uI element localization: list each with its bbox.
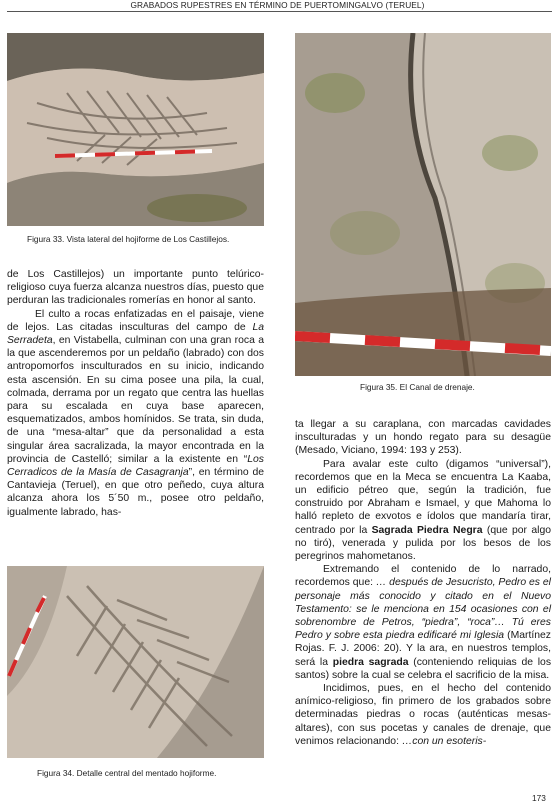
text-run: (que por algo no tiró), venerada y pulida por los besos de los peregrinos mahometanos.: [295, 524, 552, 563]
paragraph: [7, 308, 264, 519]
text-run: (Martínez Rojas. F. J. 2006: 20). Y la ara, en nuestros templos, será la: [295, 630, 551, 668]
text-run: , en Vistabella, culminan con una gran roca a la que ascenderemos por un peldaño (labrado) con dos antropomorfos insculturados en su inicio, indicando esta ascensión. En su cima posee una pila, la cual, colmada, derrama por un regato que centra las huellas para su escalada en cuya base aparecen, esquematizados, ambos homínidos. Se trata, sin duda, de una “mesa-altar” que da personalidad a esta singular área sacralizada, la mayor encontrada en la provincia de Castelló; similar a la existente en “: [7, 335, 264, 465]
running-header: GRABADOS RUPESTRES EN TÉRMINO DE PUERTOMINGALVO (TERUEL): [130, 0, 425, 10]
text-run: (conteniendo reliquias de los santos) sobre la cual se celebra el sacrificio de la misa.: [295, 656, 552, 681]
figure-35-caption: Figura 35. El Canal de drenaje.: [360, 382, 475, 392]
right-column-text: [295, 418, 551, 748]
figure-33-caption: Figura 33. Vista lateral del hojiforme de Los Castillejos.: [27, 234, 230, 244]
text-run: Incidimos, pues, en el hecho del contenido anímico-religioso, fin primero de los grabados sobre determinadas piedras o rocas (auténticas mesas-altares), con sus pocetas y canales de drenaje, que venimos relacionando:: [295, 683, 551, 747]
place-name: La Serradeta: [7, 321, 264, 347]
text-run: Para avalar este culto (digamos “universal”), recordemos que en la Meca se encuentra La Kaaba, un edificio pétreo que, según la tradición, fue construido por Abraham e Ismael, y que Mahoma lo halló repleto de exvotos e ídolos que mandaría tirar, centrado por la: [295, 458, 551, 536]
text-run: El culto a rocas enfatizadas en el paisaje, viene de lejos. Las citadas insculturas del campo de: [7, 308, 264, 333]
text-run: Extremando el contenido de lo narrado, recordemos que:: [295, 564, 551, 589]
text-run: ”, en término de Cantavieja (Teruel), en que otro peñedo, cuya altura alcanza ahora los 5´50 m., posee otro peldaño, igualmente labrado, has-: [7, 467, 265, 518]
header-rule: [7, 11, 552, 12]
figure-34-photo: [7, 566, 264, 758]
quotation: … después de Jesucristo, Pedro es el personaje más conocido y citado en el Nuevo Testamento: se le menciona en 154 ocasiones con el sobrenombre de Petros, “piedra”, “roca”… Tú eres Pedro y sobre esta piedra edificaré mi Iglesia: [295, 577, 551, 642]
figure-33-photo: [7, 33, 264, 226]
page-number: 173: [532, 793, 546, 803]
quotation: …con un esoteris-: [401, 735, 487, 747]
figure-35-photo: [295, 33, 551, 376]
bold-term: piedra sagrada: [332, 656, 409, 668]
place-name: Los Cerradicos de la Masía de Casagranja: [7, 453, 264, 479]
left-column-text: [7, 268, 264, 519]
bold-term: Sagrada Piedra Negra: [371, 524, 483, 536]
paragraph: [295, 458, 551, 564]
paragraph: de Los Castillejos) un importante punto telúrico-religioso cuya fuerza alcanza nuestros días, puesto que perduran las tradicionales romerías en honor al santo.: [7, 269, 264, 307]
paragraph: [295, 563, 551, 682]
figure-34-caption: Figura 34. Detalle central del mentado hojiforme.: [37, 768, 217, 778]
paragraph: [295, 682, 551, 748]
paragraph: ta llegar a su caraplana, con marcadas cavidades insculturadas y un hondo regato para su desagüe (Mesado, Viciano, 1994: 193 y 253).: [295, 419, 551, 457]
